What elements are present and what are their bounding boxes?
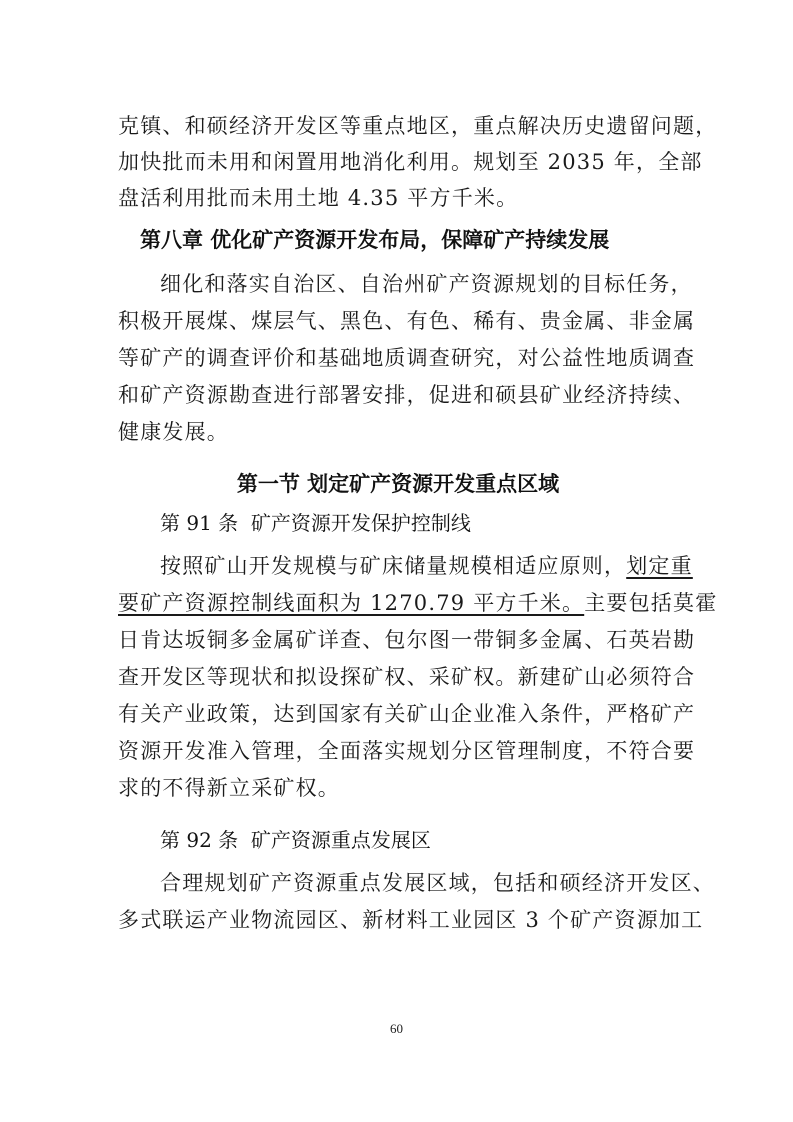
- paragraph-line: 求的不得新立采矿权。: [118, 776, 340, 800]
- article-91-heading: [160, 505, 720, 541]
- paragraph-line: [118, 585, 717, 621]
- article-number: 第 92 条: [160, 828, 239, 852]
- paragraph-line: 健康发展。: [118, 420, 229, 444]
- paragraph-line: 多式联运产业物流园区、新材料工业园区 3 个矿产资源加工: [118, 908, 704, 932]
- article-number: 第 91 条: [160, 511, 239, 535]
- paragraph-line: 有关产业政策，达到国家有关矿山企业准入条件，严格矿产: [118, 702, 696, 726]
- article-title: 矿产资源重点发展区: [250, 828, 431, 852]
- paragraph-line: 日肯达坂铜多金属矿详查、包尔图一带铜多金属、石英岩勘: [118, 628, 696, 652]
- paragraph-line: 和矿产资源勘查进行部署安排，促进和硕县矿业经济持续、: [118, 383, 696, 407]
- underlined-text: 划定重: [626, 554, 693, 578]
- paragraph-line: 等矿产的调查评价和基础地质调查研究，对公益性地质调查: [118, 346, 696, 370]
- text-run: 主要包括莫霍: [584, 591, 718, 615]
- paragraph-line: 细化和落实自治区、自治州矿产资源规划的目标任务，: [160, 272, 693, 296]
- paragraph-line: 合理规划矿产资源重点发展区域，包括和硕经济开发区、: [160, 871, 715, 895]
- paragraph-line: [160, 548, 693, 584]
- paragraph-line: 加快批而未用和闲置用地消化利用。规划至 2035 年，全部: [118, 150, 703, 174]
- article-title: 矿产资源开发保护控制线: [250, 511, 471, 535]
- page-number: 60: [390, 1021, 403, 1036]
- paragraph-line: 查开发区等现状和拟设探矿权、采矿权。新建矿山必须符合: [118, 665, 696, 689]
- section-heading: 第一节 划定矿产资源开发重点区域: [236, 472, 560, 496]
- paragraph-line: 积极开展煤、煤层气、黑色、有色、稀有、贵金属、非金属: [118, 309, 696, 333]
- paragraph-line: 资源开发准入管理，全面落实规划分区管理制度，不符合要: [118, 739, 696, 763]
- article-92-heading: [160, 822, 720, 858]
- paragraph-line: 克镇、和硕经济开发区等重点地区，重点解决历史遗留问题，: [118, 114, 718, 138]
- chapter-heading: 第八章 优化矿产资源开发布局，保障矿产持续发展: [140, 228, 610, 252]
- underlined-text: 要矿产资源控制线面积为 1270.79 平方千米。: [118, 591, 585, 615]
- paragraph-line: 盘活利用批而未用土地 4.35 平方千米。: [118, 186, 519, 210]
- text-run: 按照矿山开发规模与矿床储量规模相适应原则，: [160, 554, 627, 578]
